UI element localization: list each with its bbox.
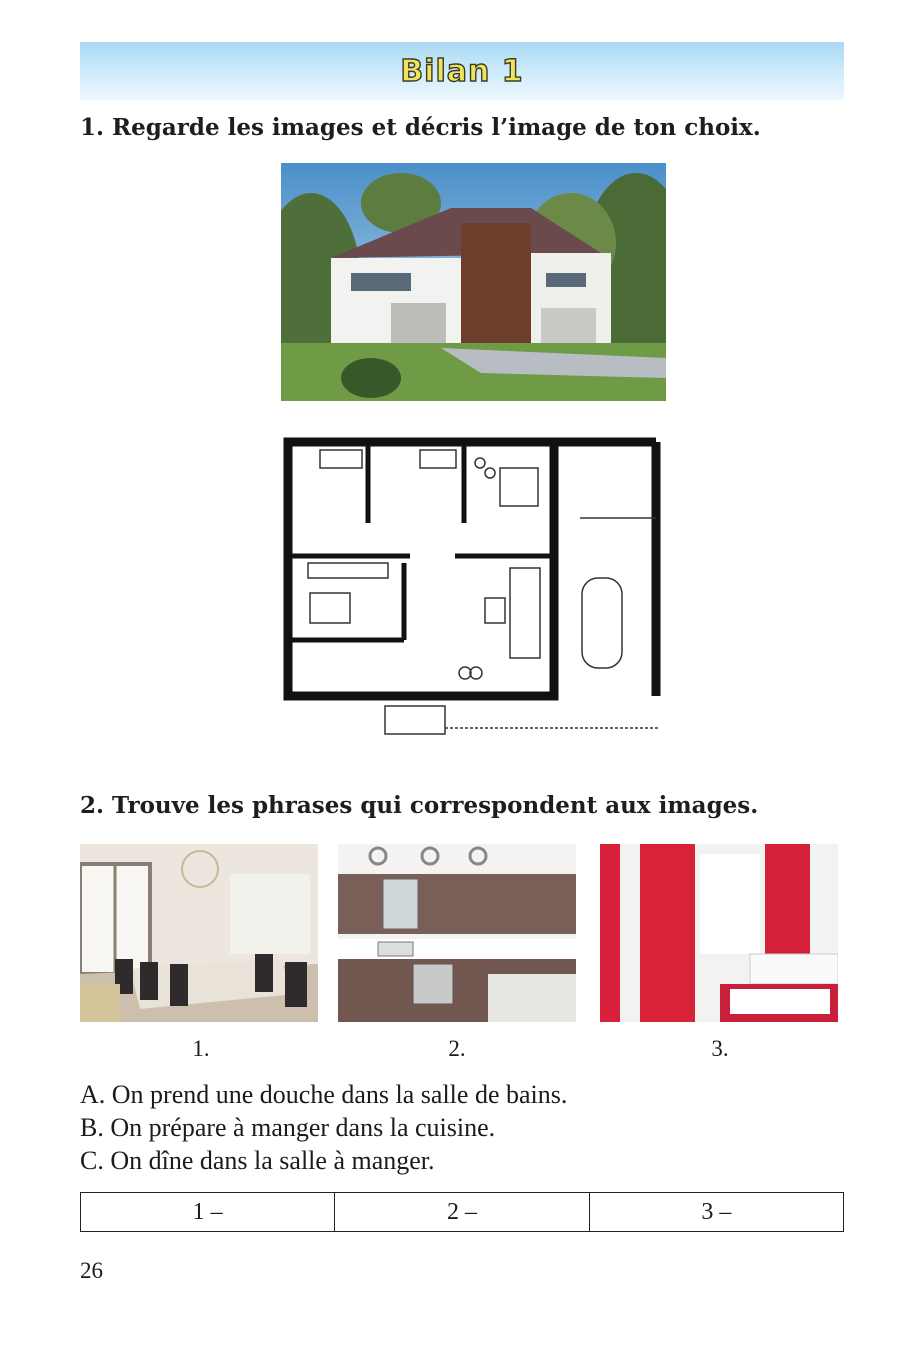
task-2-title: 2. Trouve les phrases qui correspondent aux images. [80,792,759,819]
dining-room-photo [80,844,318,1022]
sentence-list [80,1078,567,1177]
answer-cell-3[interactable]: 3 – [589,1193,843,1232]
sentence-a: A. On prend une douche dans la salle de bains. [80,1080,568,1109]
floor-plan [280,428,666,748]
bathroom-photo [600,844,838,1022]
answer-table [80,1192,844,1232]
photo-label-1: 1. [192,1036,210,1061]
page-number: 26 [80,1258,103,1283]
answer-row [81,1193,844,1232]
task-1-title: 1. Regarde les images et décris l’image de ton choix. [80,114,761,141]
photo-label-3: 3. [711,1036,729,1061]
answer-cell-1[interactable]: 1 – [81,1193,335,1232]
answer-cell-2[interactable]: 2 – [335,1193,589,1232]
photo-label-2: 2. [448,1036,466,1061]
kitchen-photo [338,844,576,1022]
section-banner [80,42,844,100]
house-photo [281,163,666,401]
section-title: Bilan 1 [400,53,524,89]
sentence-b: B. On prépare à manger dans la cuisine. [80,1113,496,1142]
sentence-c: C. On dîne dans la salle à manger. [80,1146,435,1175]
